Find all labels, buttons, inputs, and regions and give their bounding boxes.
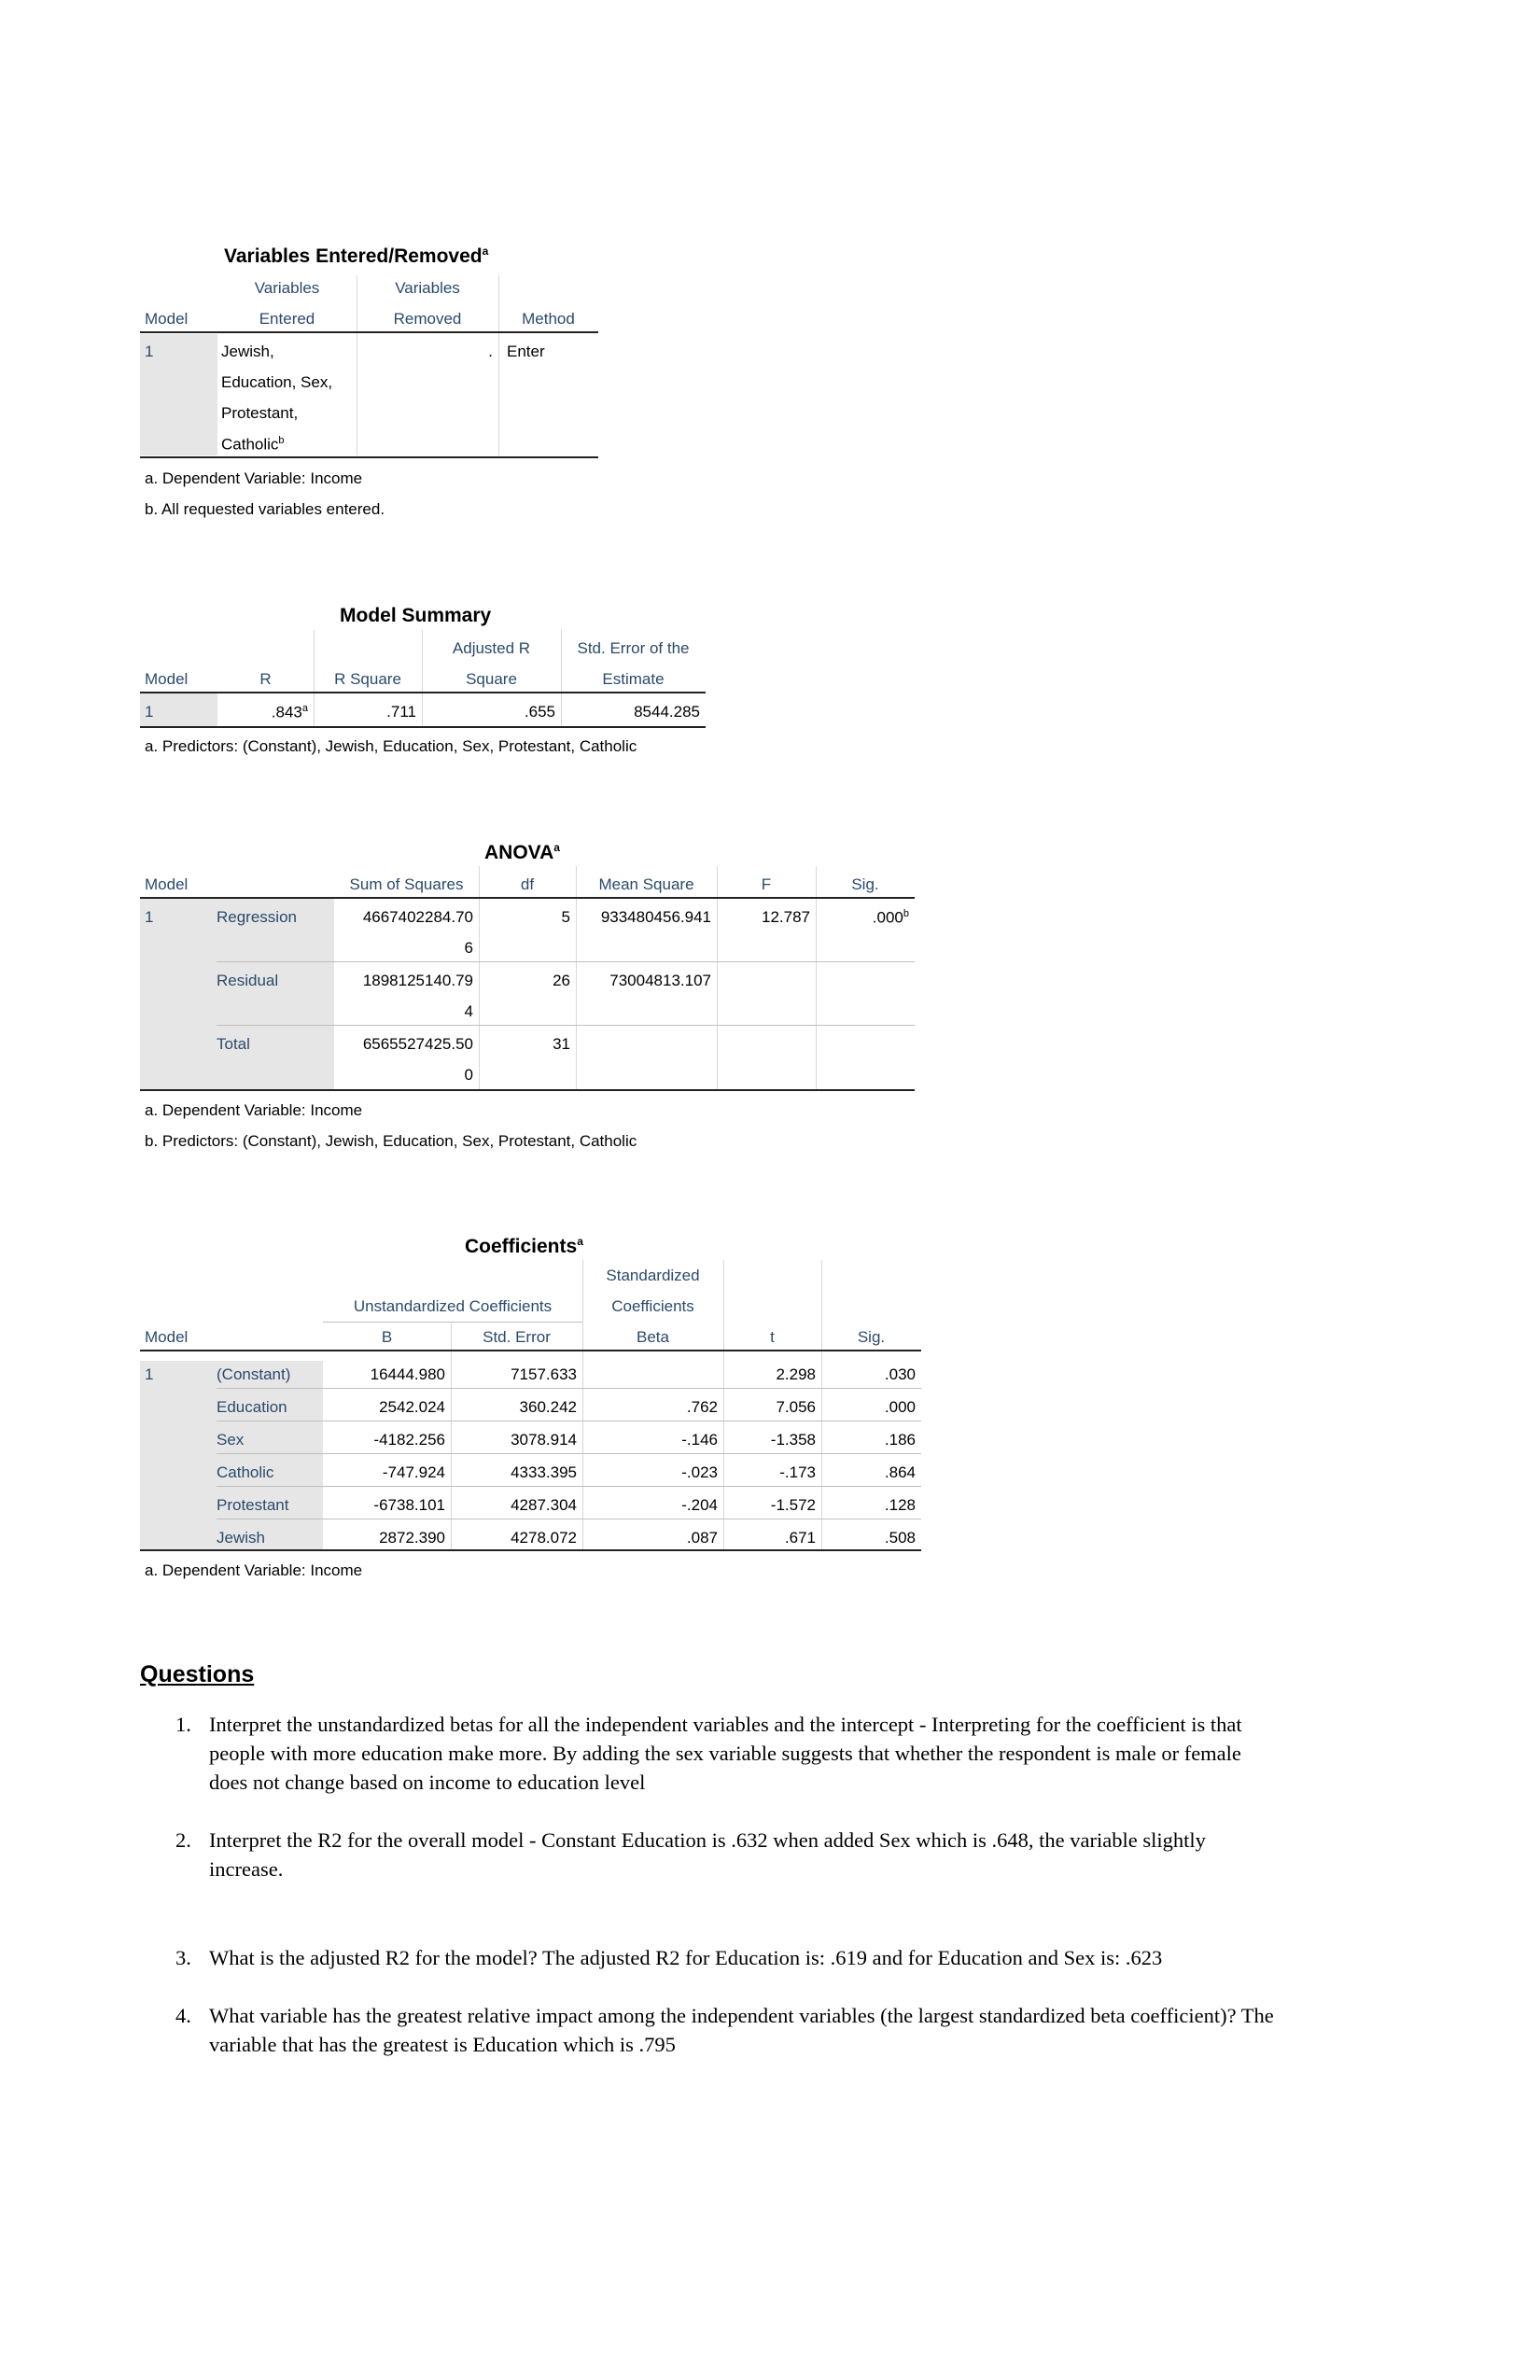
removed-value: .: [488, 343, 493, 360]
table-title: Coefficients$^a$: [465, 1235, 583, 1257]
se-value: 360.242: [519, 1398, 577, 1416]
header-standardized: Standardized: [606, 1267, 700, 1284]
header-f: F: [761, 875, 772, 893]
t-value: -1.358: [770, 1431, 816, 1449]
header-r: R: [259, 670, 272, 688]
entered-line: Education, Sex,: [221, 373, 333, 391]
sig-value: .186: [884, 1431, 916, 1449]
ss-value: 6565527425.50: [362, 1035, 473, 1053]
table-note: a. Dependent Variable: Income: [145, 1561, 363, 1579]
ss-value-wrap: 6: [464, 939, 473, 957]
sig-value: .000: [884, 1398, 916, 1416]
row-label-education: Education: [217, 1398, 287, 1416]
t-value: -1.572: [770, 1496, 816, 1514]
header-model: Model: [145, 310, 189, 328]
ms-value: 933480456.941: [600, 908, 711, 926]
row-label-sex: Sex: [217, 1431, 245, 1449]
header-entered: Entered: [259, 310, 315, 328]
f-value: 12.787: [762, 908, 810, 926]
df-value: 26: [553, 972, 570, 989]
se-value: 4333.395: [511, 1463, 577, 1481]
table-note: a. Predictors: (Constant), Jewish, Education, Sex, Protestant, Catholic: [145, 737, 637, 755]
questions-heading: Questions: [140, 1661, 255, 1687]
row-model: 1: [145, 1365, 154, 1383]
header-r-square: R Square: [334, 670, 401, 688]
header-b: B: [381, 1328, 393, 1346]
row-model: 1: [145, 908, 154, 926]
sig-value: .864: [884, 1463, 916, 1481]
header-coefficients: Coefficients: [611, 1297, 694, 1315]
b-value: -6738.101: [373, 1496, 445, 1514]
table-title: Variables Entered/Removed$^a$: [224, 245, 489, 267]
header-mean-square: Mean Square: [598, 875, 694, 893]
question-item: 4. What variable has the greatest relative impact among the independent variables (the largest standardized beta coefficient)? The variable that has the greatest is Education which is .795: [209, 2001, 1450, 2059]
sig-value: .508: [884, 1529, 916, 1547]
header-adjusted-r: Adjusted R: [452, 639, 531, 657]
question-number: 4.: [175, 2004, 191, 2027]
r-square-value: .711: [386, 703, 416, 721]
beta-value: -.146: [681, 1431, 718, 1449]
header-variables-removed: Variables: [395, 279, 460, 297]
entered-line: Jewish,: [221, 343, 274, 360]
t-value: .671: [784, 1529, 816, 1547]
r-value: .843$^a$: [271, 703, 308, 721]
se-value: 3078.914: [511, 1431, 577, 1449]
beta-value: -.204: [681, 1496, 718, 1514]
question-item: 2. Interpret the R2 for the overall model - Constant Education is .632 when added Sex which is .648, the variable slightly increase.: [209, 1826, 1450, 1883]
b-value: 2872.390: [379, 1529, 445, 1547]
question-number: 2.: [175, 1828, 191, 1852]
question-item: 1. Interpret the unstandardized betas for all the independent variables and the intercept - Interpreting for the coefficient is that people with more education make more. By adding the sex variable suggests that whether the respondent is male or female does not change based on income to education level: [209, 1710, 1450, 1797]
b-value: -747.924: [382, 1463, 445, 1481]
se-value: 7157.633: [511, 1365, 577, 1383]
question-number: 3.: [175, 1946, 191, 1969]
se-value: 4287.304: [511, 1496, 577, 1514]
question-item: 3. What is the adjusted R2 for the model? The adjusted R2 for Education is: .619 and for Education and Sex is: .623: [209, 1943, 1450, 1972]
header-adjusted-square: Square: [466, 670, 517, 688]
row-label-catholic: Catholic: [217, 1463, 274, 1481]
header-removed: Removed: [393, 310, 462, 328]
sig-value: .000$^b$: [872, 908, 909, 927]
entered-line: Protestant,: [221, 404, 299, 422]
se-value: 4278.072: [511, 1529, 577, 1547]
header-sig: Sig.: [857, 1328, 886, 1346]
t-value: 7.056: [776, 1398, 816, 1416]
table-title: Model Summary: [340, 605, 492, 626]
t-value: 2.298: [776, 1365, 816, 1383]
row-model: 1: [145, 343, 154, 360]
beta-value: -.023: [681, 1463, 718, 1481]
header-df: df: [520, 875, 535, 893]
ss-value: 4667402284.70: [362, 908, 473, 926]
adjusted-r-square-value: .655: [524, 703, 555, 721]
header-estimate: Estimate: [602, 670, 665, 688]
header-t: t: [770, 1328, 775, 1346]
entered-line: Catholic$^b$: [221, 435, 285, 454]
header-beta: Beta: [637, 1328, 669, 1346]
row-label-protestant: Protestant: [217, 1496, 289, 1514]
sig-value: .128: [884, 1496, 916, 1514]
table-note: a. Dependent Variable: Income: [145, 1101, 363, 1119]
row-label-total: Total: [217, 1035, 250, 1053]
header-std-error: Std. Error: [483, 1328, 551, 1346]
question-number: 1.: [175, 1713, 191, 1736]
b-value: -4182.256: [373, 1431, 445, 1449]
ss-value: 1898125140.79: [362, 972, 473, 989]
df-value: 31: [553, 1035, 570, 1053]
ss-value-wrap: 0: [464, 1066, 473, 1084]
t-value: -.173: [779, 1463, 816, 1481]
sig-value: .030: [884, 1365, 916, 1383]
table-note: b. All requested variables entered.: [145, 500, 385, 518]
header-std-error: Std. Error of the: [577, 639, 690, 657]
ss-value-wrap: 4: [464, 1002, 473, 1020]
header-model: Model: [145, 670, 189, 688]
table-note: a. Dependent Variable: Income: [145, 469, 363, 487]
row-label-residual: Residual: [217, 972, 279, 989]
row-label-regression: Regression: [217, 908, 297, 926]
b-value: 16444.980: [370, 1365, 445, 1383]
row-label-jewish: Jewish: [217, 1529, 265, 1547]
row-label-constant: (Constant): [217, 1365, 291, 1383]
header-model: Model: [145, 1328, 189, 1346]
std-error-value: 8544.285: [634, 703, 700, 721]
df-value: 5: [561, 908, 570, 926]
header-sum-of-squares: Sum of Squares: [349, 875, 464, 893]
table-note: b. Predictors: (Constant), Jewish, Education, Sex, Protestant, Catholic: [145, 1132, 637, 1150]
beta-value: .762: [686, 1398, 718, 1416]
header-variables-entered: Variables: [254, 279, 320, 297]
table-title: ANOVA$^a$: [484, 841, 560, 863]
header-sig: Sig.: [851, 875, 879, 893]
header-method: Method: [522, 310, 575, 328]
b-value: 2542.024: [379, 1398, 445, 1416]
row-model: 1: [145, 703, 154, 721]
header-unstandardized: Unstandardized Coefficients: [353, 1297, 553, 1315]
method-value: Enter: [507, 343, 545, 360]
ms-value: 73004813.107: [609, 972, 711, 989]
beta-value: .087: [686, 1529, 718, 1547]
header-model: Model: [145, 875, 189, 893]
